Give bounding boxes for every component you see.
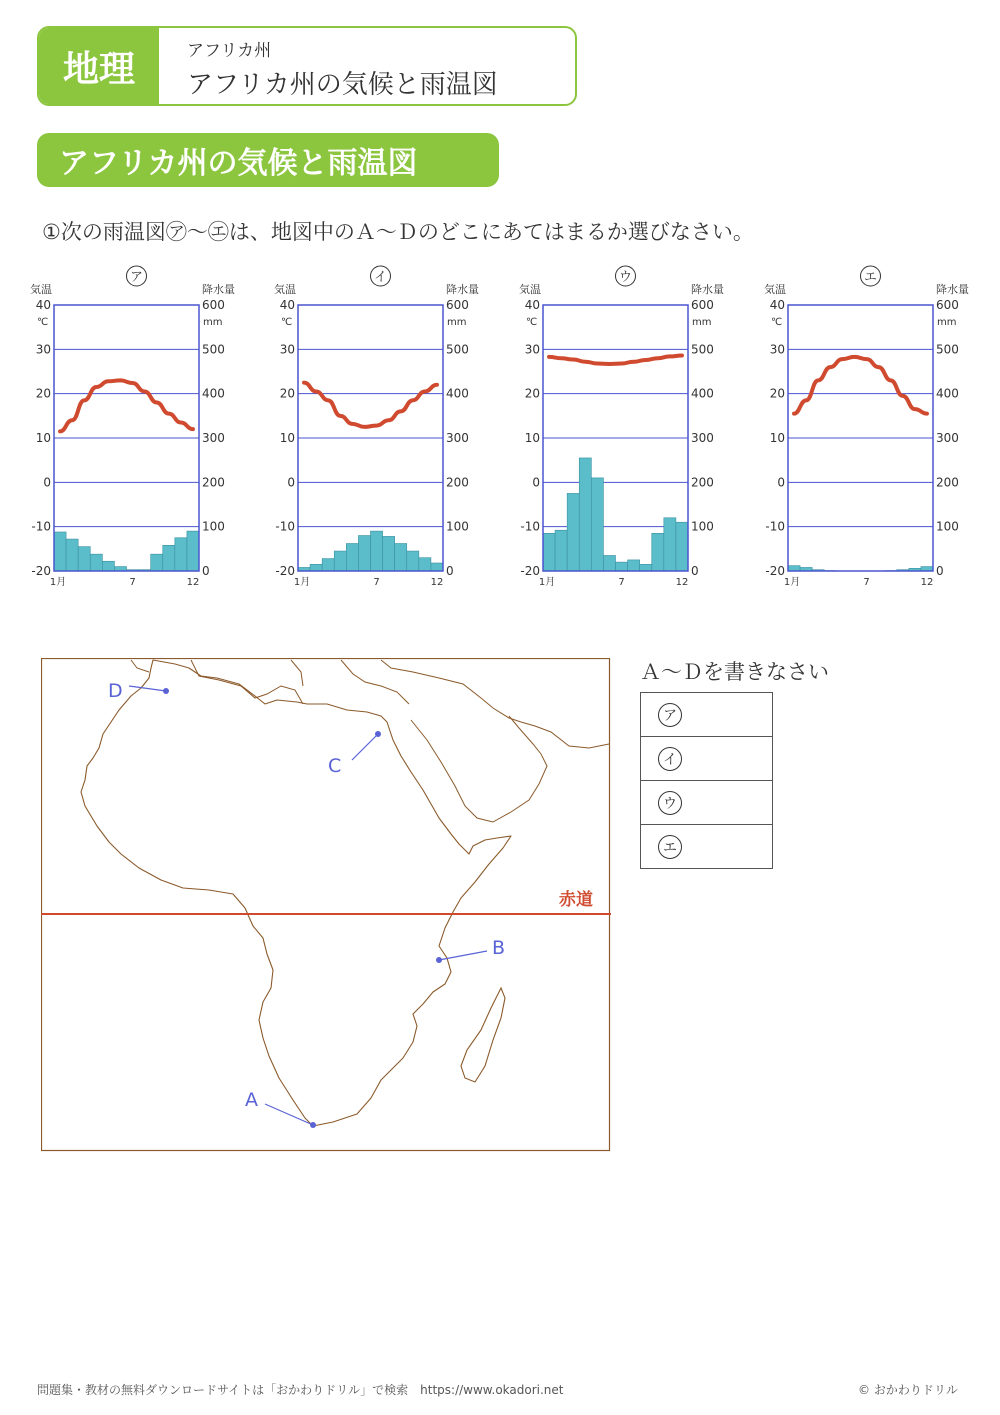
precip-bar — [322, 559, 334, 571]
marker-d-label: D — [108, 680, 123, 702]
precip-tick: 600 — [202, 298, 225, 312]
precip-bar — [358, 536, 370, 571]
precip-bar — [788, 566, 800, 571]
temp-tick: 30 — [35, 342, 51, 357]
page-title: アフリカ州の気候と雨温図 — [187, 70, 498, 100]
precip-tick: 200 — [936, 475, 959, 490]
precip-unit: mm — [692, 317, 712, 328]
precip-tick: 300 — [446, 431, 469, 445]
precip-bar — [664, 518, 676, 571]
precip-bar — [395, 544, 407, 571]
month-tick: 1月 — [783, 577, 801, 588]
precip-bar — [371, 531, 383, 571]
chart-label: エ — [863, 270, 878, 285]
temp-axis-label: 気温 — [30, 283, 52, 296]
marker-b-label: B — [492, 937, 506, 959]
precip-unit: mm — [203, 317, 223, 328]
precip-tick: 0 — [691, 564, 699, 578]
temp-tick: 30 — [769, 342, 785, 357]
climate-charts — [0, 255, 1000, 595]
temp-tick: 40 — [35, 298, 51, 312]
precip-tick: 600 — [446, 298, 469, 312]
month-tick: 1月 — [49, 577, 67, 588]
precip-bar — [603, 555, 615, 571]
temp-tick: -10 — [520, 519, 540, 534]
marker-c-dot — [375, 731, 381, 737]
precip-bar — [676, 522, 688, 571]
precip-axis-label: 降水量 — [691, 283, 724, 296]
temperature-line — [549, 356, 682, 364]
temp-unit: ℃ — [771, 317, 783, 328]
temperature-line — [304, 383, 437, 427]
temp-tick: -10 — [765, 519, 785, 534]
precip-bar — [567, 493, 579, 571]
temp-tick: -10 — [31, 519, 51, 534]
precip-bar — [90, 554, 102, 571]
month-tick: 12 — [920, 577, 934, 588]
temp-tick: 40 — [279, 298, 295, 312]
precip-tick: 500 — [202, 342, 225, 357]
precip-bar — [652, 533, 664, 571]
precip-bar — [640, 564, 652, 571]
answer-row-label: エ — [658, 835, 682, 859]
answer-row[interactable] — [641, 781, 773, 825]
precip-axis-label: 降水量 — [202, 283, 235, 296]
temp-tick: 40 — [524, 298, 540, 312]
precip-tick: 200 — [202, 475, 225, 490]
footer-note: 問題集・教材の無料ダウンロードサイトは「おかわりドリル」で検索 https://www.okadori.net — [37, 1383, 564, 1397]
temp-tick: 30 — [524, 342, 540, 357]
precip-tick: 100 — [936, 519, 959, 534]
month-tick: 12 — [430, 577, 444, 588]
temp-tick: 20 — [769, 386, 785, 401]
temperature-line — [794, 357, 927, 414]
precip-tick: 500 — [691, 342, 714, 357]
temp-tick: -20 — [275, 564, 295, 578]
precip-bar — [346, 544, 358, 571]
month-tick: 7 — [373, 577, 380, 588]
precip-bar — [419, 558, 431, 571]
temp-tick: 40 — [769, 298, 785, 312]
answer-table — [640, 692, 773, 869]
marker-a-label: A — [245, 1089, 258, 1111]
precip-bar — [163, 545, 175, 571]
temp-tick: 10 — [35, 431, 51, 445]
precip-tick: 500 — [446, 342, 469, 357]
month-tick: 1月 — [293, 577, 311, 588]
precip-tick: 0 — [202, 564, 210, 578]
question-text: ①次の雨温図㋐〜㋓は、地図中のＡ〜Ｄのどこにあてはまるか選びなさい。 — [42, 220, 754, 244]
precip-bar — [383, 536, 395, 571]
precip-tick: 400 — [936, 386, 959, 401]
marker-d-dot — [163, 688, 169, 694]
temp-tick: 10 — [769, 431, 785, 445]
answer-row-label: ア — [658, 703, 682, 727]
marker-b-dot — [436, 957, 442, 963]
marker-c-label: C — [328, 755, 342, 777]
precip-tick: 100 — [446, 519, 469, 534]
precip-unit: mm — [937, 317, 957, 328]
temp-tick: 0 — [287, 475, 295, 490]
precip-bar — [66, 539, 78, 571]
temp-tick: 10 — [524, 431, 540, 445]
temp-axis-label: 気温 — [764, 283, 786, 296]
precip-bar — [616, 562, 628, 571]
precip-bar — [628, 560, 640, 571]
answer-row[interactable] — [641, 825, 773, 869]
temp-tick: -20 — [765, 564, 785, 578]
temp-tick: 0 — [777, 475, 785, 490]
temp-tick: 30 — [279, 342, 295, 357]
answer-row[interactable] — [641, 737, 773, 781]
subject-label: 地理 — [39, 28, 159, 104]
precip-tick: 200 — [446, 475, 469, 490]
precip-bar — [102, 561, 114, 571]
map-frame — [42, 659, 610, 1151]
footer-copyright: © おかわりドリル — [858, 1383, 958, 1397]
precip-bar — [54, 532, 66, 571]
precip-bar — [310, 564, 322, 571]
precip-tick: 300 — [691, 431, 714, 445]
month-tick: 7 — [618, 577, 625, 588]
temp-tick: -20 — [31, 564, 51, 578]
month-tick: 7 — [863, 577, 870, 588]
marker-a-dot — [310, 1122, 316, 1128]
chart-label: ウ — [618, 270, 633, 285]
month-tick: 12 — [186, 577, 200, 588]
precip-tick: 0 — [936, 564, 944, 578]
month-tick: 12 — [675, 577, 689, 588]
temp-tick: 10 — [279, 431, 295, 445]
answer-row-label: イ — [658, 747, 682, 771]
temp-unit: ℃ — [281, 317, 293, 328]
temp-tick: 20 — [524, 386, 540, 401]
temp-tick: 0 — [532, 475, 540, 490]
precip-bar — [151, 554, 163, 571]
chart-label: イ — [373, 270, 388, 285]
africa-map — [41, 658, 611, 1152]
month-tick: 7 — [129, 577, 136, 588]
precip-bar — [78, 547, 90, 571]
temp-tick: 20 — [35, 386, 51, 401]
precip-bar — [187, 531, 199, 571]
precip-tick: 300 — [202, 431, 225, 445]
equator-label: 赤道 — [559, 890, 593, 910]
precip-tick: 400 — [691, 386, 714, 401]
precip-unit: mm — [447, 317, 467, 328]
temp-axis-label: 気温 — [274, 283, 296, 296]
precip-bar — [579, 458, 591, 571]
precip-tick: 300 — [936, 431, 959, 445]
section-banner: アフリカ州の気候と雨温図 — [37, 133, 499, 187]
temp-unit: ℃ — [526, 317, 538, 328]
chart-label: ア — [129, 270, 144, 285]
page-header — [37, 26, 577, 106]
temp-tick: 0 — [43, 475, 51, 490]
temp-axis-label: 気温 — [519, 283, 541, 296]
precip-bar — [543, 533, 555, 571]
precip-axis-label: 降水量 — [936, 283, 969, 296]
precip-bar — [591, 478, 603, 571]
answer-row-label: ウ — [658, 791, 682, 815]
precip-bar — [431, 563, 443, 571]
precip-axis-label: 降水量 — [446, 283, 479, 296]
temp-unit: ℃ — [37, 317, 49, 328]
unit-label: アフリカ州 — [187, 41, 272, 61]
precip-tick: 600 — [936, 298, 959, 312]
precip-bar — [407, 551, 419, 571]
answer-row[interactable] — [641, 693, 773, 737]
precip-bar — [555, 530, 567, 571]
precip-tick: 400 — [202, 386, 225, 401]
precip-tick: 100 — [202, 519, 225, 534]
precip-tick: 500 — [936, 342, 959, 357]
answer-title: Ａ〜Ｄを書きなさい — [640, 660, 829, 684]
precip-tick: 0 — [446, 564, 454, 578]
precip-tick: 200 — [691, 475, 714, 490]
temp-tick: 20 — [279, 386, 295, 401]
temp-tick: -10 — [275, 519, 295, 534]
precip-tick: 600 — [691, 298, 714, 312]
month-tick: 1月 — [538, 577, 556, 588]
precip-bar — [175, 538, 187, 571]
temperature-line — [60, 380, 193, 431]
precip-bar — [334, 551, 346, 571]
temp-tick: -20 — [520, 564, 540, 578]
precip-tick: 100 — [691, 519, 714, 534]
precip-tick: 400 — [446, 386, 469, 401]
